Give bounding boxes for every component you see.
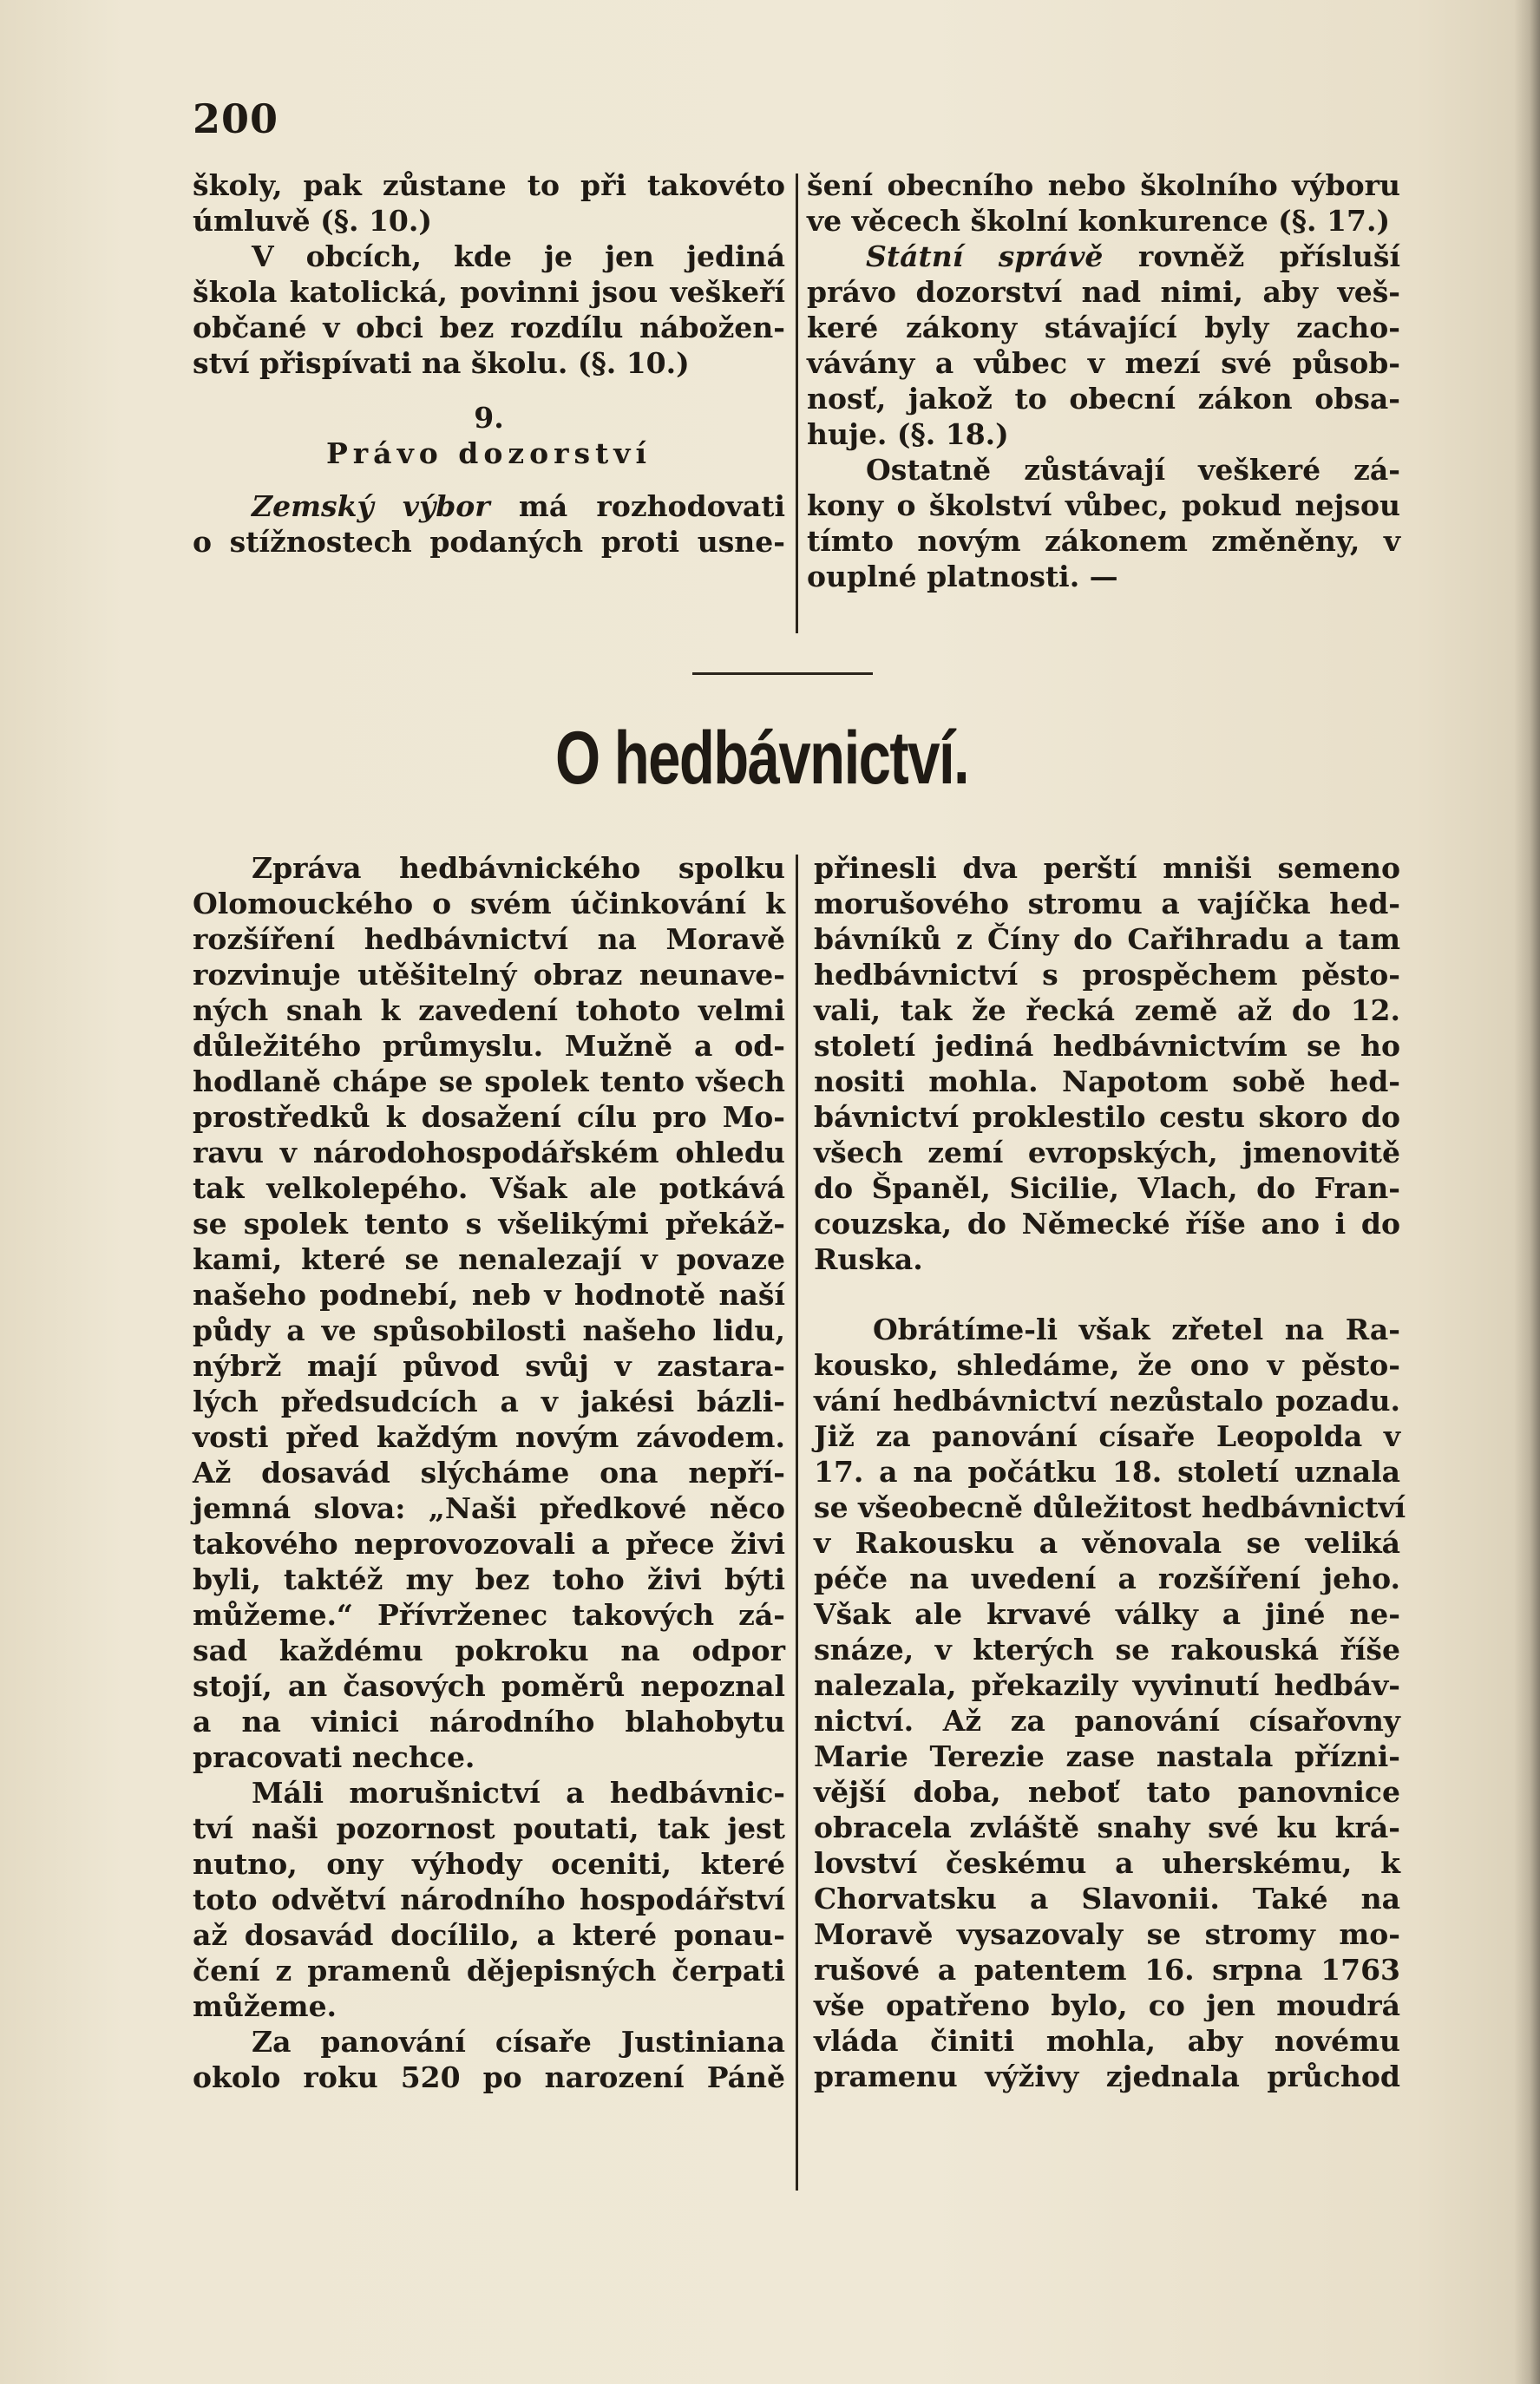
text-line: takového neprovozovali a přece živi — [193, 1527, 785, 1561]
text-line: nictví. Až za panování císařovny — [814, 1704, 1400, 1738]
text-line: kousko, shledáme, že ono v pěsto- — [814, 1348, 1400, 1382]
page-number: 200 — [193, 95, 279, 142]
text-line: lovství českému a uherskému, k — [814, 1846, 1400, 1880]
column-divider — [796, 855, 798, 2191]
section-separator — [692, 672, 873, 675]
text-line: morušového stromu a vajíčka hed- — [814, 887, 1400, 920]
text-line: všech zemí evropských, jmenovitě — [814, 1136, 1400, 1169]
text-line: školy, pak zůstane to při takovéto — [193, 168, 785, 202]
column-divider — [796, 174, 798, 633]
text-line: ve věcech školní konkurence (§. 17.) — [807, 204, 1391, 238]
text-line: hodlaně chápe se spolek tento všech — [193, 1064, 785, 1098]
text-line: našeho podnebí, neb v hodnotě naší — [193, 1278, 785, 1312]
text-line: vali, tak že řecká země až do 12. — [814, 993, 1400, 1027]
text-line: v Rakousku a věnovala se veliká — [814, 1526, 1400, 1560]
text-line: Již za panování císaře Leopolda v — [814, 1419, 1400, 1453]
text-line: Ostatně zůstávají veškeré zá- — [866, 453, 1400, 487]
text-line: můžeme. — [193, 1989, 337, 2023]
text-line: kony o školství vůbec, pokud nejsou — [807, 488, 1400, 522]
section-title: Právo dozorství — [325, 436, 652, 470]
text-line: vše opatřeno bylo, co jen moudrá — [814, 1988, 1400, 2022]
text-line: jemná slova: „Naši předkové něco — [193, 1491, 785, 1525]
text-line: půdy a ve spůsobilosti našeho lidu, — [193, 1313, 785, 1347]
text-line: huje. (§. 18.) — [807, 417, 1009, 451]
text-line: nositi mohla. Napotom sobě hed- — [814, 1064, 1400, 1098]
section-number: 9. — [474, 401, 504, 435]
text-fragment: rovněž přísluší — [1103, 239, 1400, 273]
text-line: čení z pramenů dějepisných čerpati — [193, 1954, 785, 1988]
text-line: přinesli dva perští mniši semeno — [814, 851, 1400, 885]
text-line: byli, taktéž my bez toho živi býti — [193, 1562, 785, 1596]
text-line: do Španěl, Sicilie, Vlach, do Fran- — [814, 1171, 1400, 1205]
text-line: couzska, do Německé říše ano i do — [814, 1207, 1400, 1241]
text-line: snáze, v kterých se rakouská říše — [814, 1633, 1400, 1667]
text-line: nýbrž mají původ svůj v zastara- — [193, 1349, 785, 1383]
text-line: škola katolická, povinni jsou veškeří — [193, 275, 785, 309]
text-line: bávníků z Číny do Cařihradu a tam — [814, 922, 1400, 956]
text-line — [193, 488, 785, 524]
text-line: 17. a na počátku 18. století uznala — [814, 1455, 1400, 1489]
text-line: vávány a vůbec v mezí své působ- — [807, 346, 1400, 380]
text-line: Máli morušnictví a hedbávnic- — [252, 1776, 785, 1810]
text-line: péče na uvedení a rozšíření jeho. — [814, 1562, 1400, 1595]
text-line: vější doba, neboť tato panovnice — [814, 1775, 1400, 1809]
text-line: pracovati nechce. — [193, 1740, 475, 1774]
bottom-right-column — [814, 850, 1406, 2094]
text-line: bávnictví proklestilo cestu skoro do — [814, 1100, 1400, 1134]
text-line — [807, 239, 1400, 274]
text-line: toto odvětví národního hospodářství — [193, 1883, 785, 1916]
text-line: Za panování císaře Justiniana — [252, 2025, 785, 2059]
italic-term: Státní správě — [866, 239, 1104, 273]
text-line: ství přispívati na školu. (§. 10.) — [193, 346, 690, 380]
text-fragment: má rozhodovati — [489, 489, 785, 523]
text-line: keré zákony stávající byly zacho- — [807, 311, 1400, 344]
text-line: obracela zvláště snahy své ku krá- — [814, 1811, 1400, 1844]
text-line: stojí, an časových poměrů nepoznal — [193, 1669, 785, 1703]
top-right-column — [807, 167, 1400, 594]
text-line: tímto novým zákonem změněny, v — [807, 524, 1400, 558]
text-line: se všeobecně důležitost hedbávnictví — [814, 1490, 1406, 1524]
text-line: rozšíření hedbávnictví na Moravě — [193, 922, 785, 956]
text-line: ouplné platnosti. — — [807, 560, 1118, 593]
text-line: důležitého průmyslu. Mužně a od- — [193, 1029, 785, 1063]
text-line: nalezala, překazily vyvinutí hedbáv- — [814, 1668, 1400, 1702]
text-line: nosť, jakož to obecní zákon obsa- — [807, 382, 1400, 416]
text-line: Moravě vysazovaly se stromy mo- — [814, 1917, 1400, 1951]
text-line: až dosavád docílilo, a které ponau- — [193, 1918, 785, 1952]
text-line: o stížnostech podaných proti usne- — [193, 525, 785, 559]
text-line: vání hedbávnictví nezůstalo pozadu. — [814, 1384, 1400, 1418]
text-line: právo dozorství nad nimi, aby veš- — [807, 275, 1400, 309]
text-line: ných snah k zavedení tohoto velmi — [193, 993, 785, 1027]
text-line: úmluvě (§. 10.) — [193, 204, 432, 238]
text-line: lých předsudcích a v jakési bázli- — [193, 1385, 785, 1418]
text-line: století jediná hedbávnictvím se ho — [814, 1029, 1400, 1063]
text-line: prostředků k dosažení cílu pro Mo- — [193, 1100, 785, 1134]
text-line: tak velkolepého. Však ale potkává — [193, 1171, 785, 1205]
italic-term: Zemský výbor — [252, 489, 490, 523]
text-line: rušové a patentem 16. srpna 1763 — [814, 1953, 1400, 1987]
text-line: se spolek tento s všelikými překáž- — [193, 1207, 785, 1241]
top-left-column — [193, 167, 785, 560]
text-line: Ruska. — [814, 1242, 923, 1276]
article-title: O hedbávnictví. — [555, 717, 969, 800]
text-line: pramenu výživy zjednala průchod — [814, 2060, 1400, 2093]
text-line: rozvinuje utěšitelný obraz neunave- — [193, 958, 785, 992]
text-line: Však ale krvavé války a jiné ne- — [814, 1597, 1400, 1631]
text-line: a na vinici národního blahobytu — [193, 1705, 785, 1739]
text-line: vláda činiti mohla, aby novému — [814, 2024, 1400, 2058]
text-line: okolo roku 520 po narození Páně — [193, 2060, 785, 2094]
text-line: Chorvatsku a Slavonii. Také na — [814, 1882, 1400, 1916]
text-line: Marie Terezie zase nastala přízni- — [814, 1739, 1400, 1773]
text-line: Až dosavád slýcháme ona nepří- — [193, 1456, 785, 1490]
text-line: Zpráva hedbávnického spolku — [252, 851, 785, 885]
text-line: ravu v národohospodářském ohledu — [193, 1136, 785, 1169]
text-line: V obcích, kde je jen jediná — [252, 239, 785, 273]
text-line: nutno, ony výhody oceniti, které — [193, 1847, 785, 1881]
text-line: můžeme.“ Přívrženec takových zá- — [193, 1598, 785, 1632]
text-line: Obrátíme-li však zřetel na Ra- — [873, 1313, 1400, 1346]
text-line: hedbávnictví s prospěchem pěsto- — [814, 958, 1400, 992]
bottom-left-column — [193, 850, 785, 2095]
text-line: šení obecního nebo školního výboru — [807, 168, 1400, 202]
text-line: kami, které se nenalezají v povaze — [193, 1242, 785, 1276]
text-line: tví naši pozornost poutati, tak jest — [193, 1811, 785, 1845]
paragraph-gap — [814, 1277, 1400, 1312]
text-line: občané v obci bez rozdílu nábožen- — [193, 311, 785, 344]
text-line: sad každému pokroku na odpor — [193, 1634, 785, 1667]
page-edge-shadow — [1514, 0, 1540, 2384]
text-line: Olomouckého o svém účinkování k — [193, 887, 785, 920]
text-line: vosti před každým novým závodem. — [193, 1420, 785, 1454]
